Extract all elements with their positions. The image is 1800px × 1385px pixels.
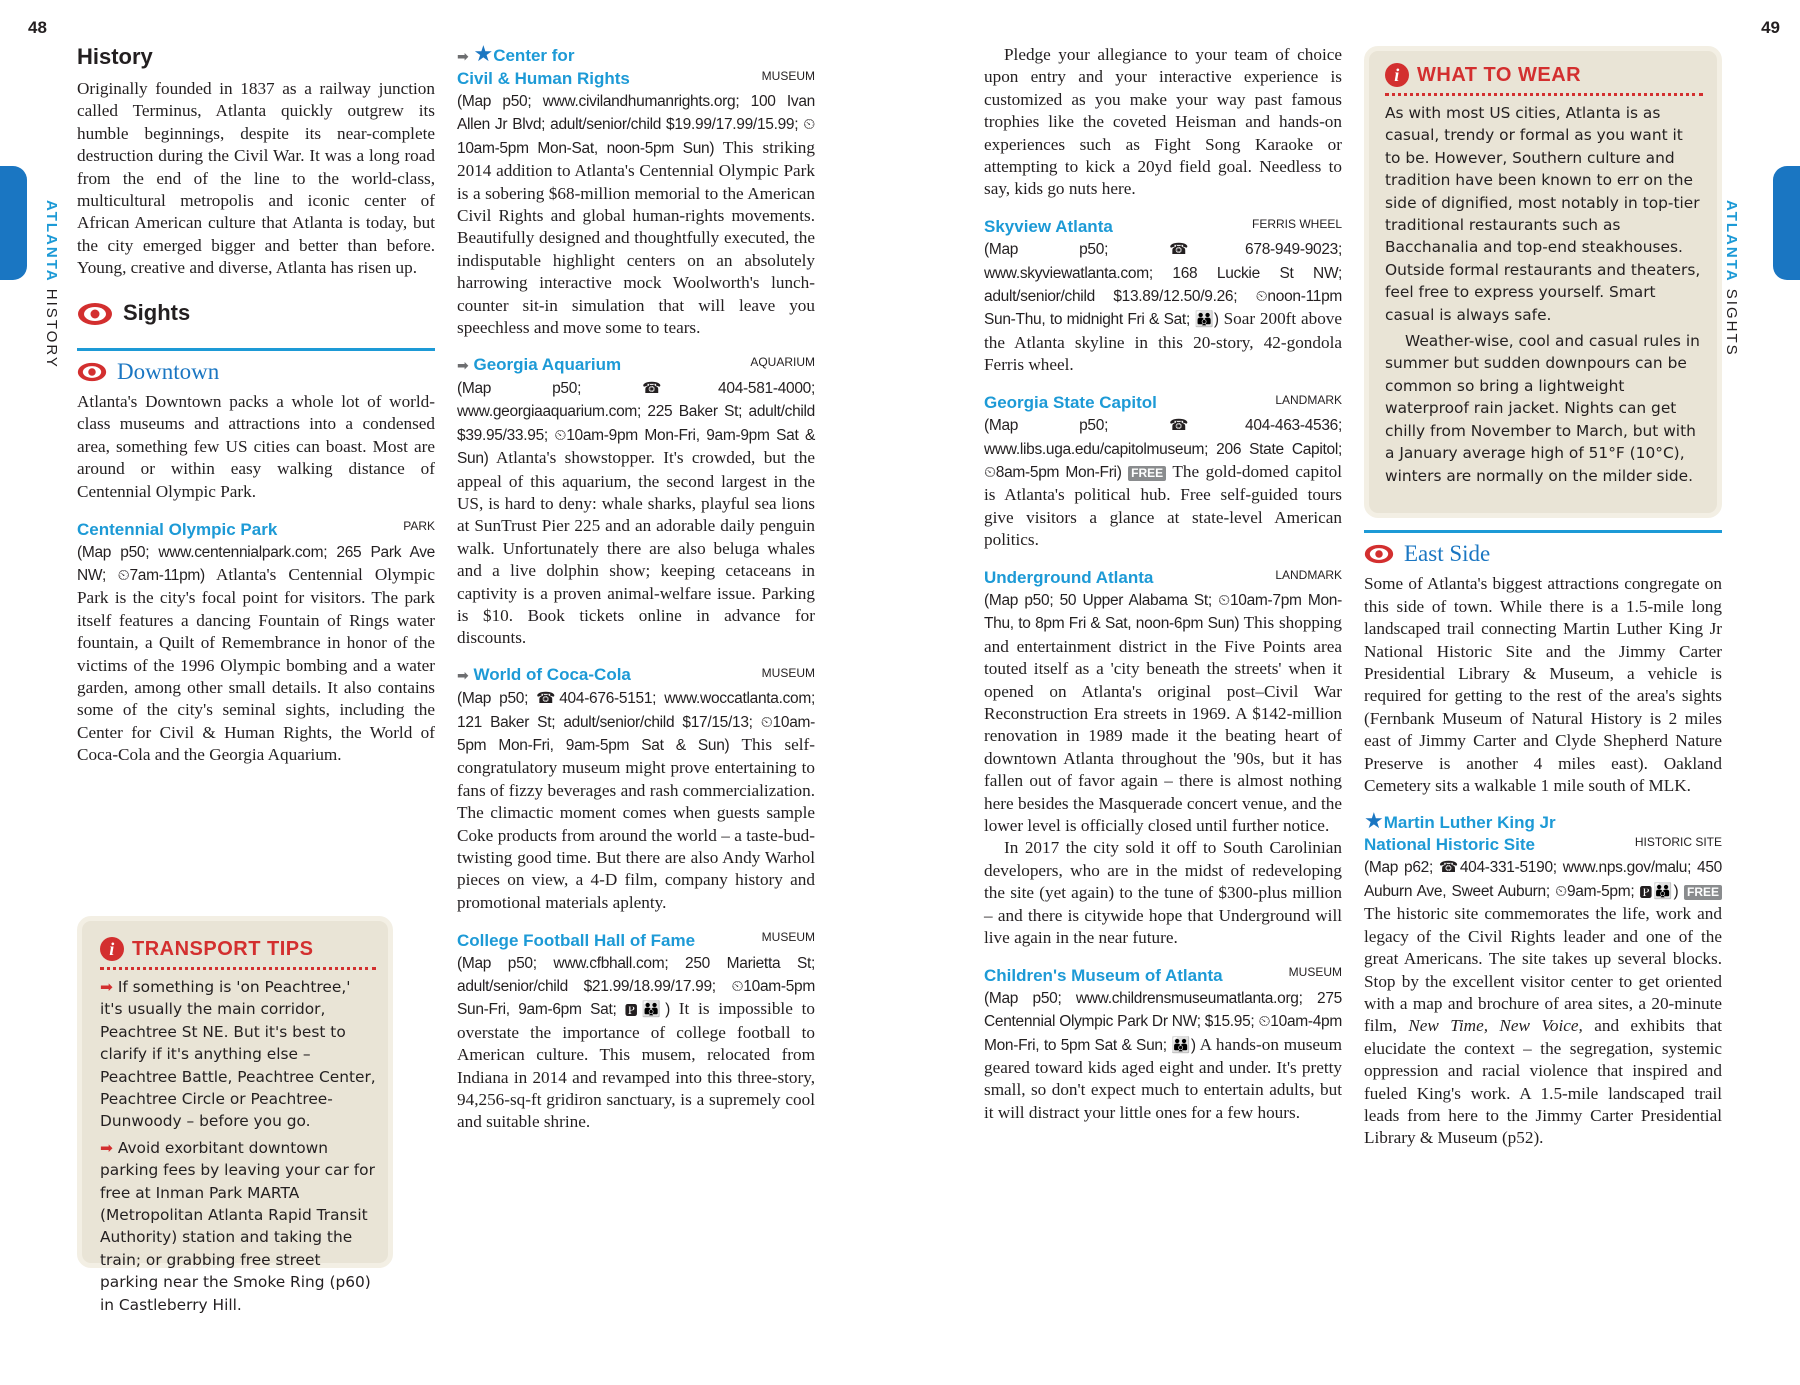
arrow-icon: ➡ [100, 1138, 113, 1157]
page-number-right: 49 [1761, 18, 1780, 37]
entry-title: Skyview Atlanta [984, 217, 1113, 237]
info-icon: i [100, 937, 124, 961]
sights-heading: Sights [77, 302, 435, 326]
entry-type: LANDMARK [1275, 392, 1342, 407]
running-head-left: ATLANTA HISTORY [43, 200, 60, 369]
column-4 [1364, 530, 1722, 1150]
entry-type: HISTORIC SITE [1634, 835, 1722, 850]
entry-centennial-header [77, 515, 435, 540]
section-tab-right [1773, 166, 1800, 280]
transport-tips-heading: i TRANSPORT TIPS [100, 937, 376, 970]
entry-capitol-body: (Map p50; ☎404-463-4536; www.libs.uga.edu/capitolmuseum; 206 State Capitol; ⏲8am-5pm Mon-Fri) FREE The gold-domed capitol is Atlanta's political hub. Free self-guided tours give visitors a glance at state-level American politics. [984, 417, 1342, 550]
entry-skyview-header [984, 213, 1342, 238]
entry-football-continued: Pledge your allegiance to your team of choice upon entry and your interactive experience is customized as you make your way past famous trophies like the coveted Heisman and hands-on experiences such as Fight Song Karaoke or attempting to kick a 20yd field goal. Needless to say, kids go nuts here. [984, 45, 1342, 199]
entry-type: AQUARIUM [750, 355, 815, 370]
section-tab-left [0, 166, 27, 280]
entry-civil-rights-header [457, 44, 815, 90]
eye-icon [77, 302, 113, 326]
entry-title: ★Martin Luther King Jr National Historic Site [1364, 809, 1556, 855]
entry-type: PARK [403, 519, 435, 534]
entry-title: Centennial Olympic Park [77, 519, 278, 539]
entry-football-header [457, 926, 815, 951]
entry-civil-rights-body: (Map p50; www.civilandhumanrights.org; 100 Ivan Allen Jr Blvd; adult/senior/child $19.99/17.99/15.99; ⏲10am-5pm Mon-Sat, noon-5pm Sun) This striking 2014 addition to Atlanta's Centennial Olympic Park is a sobering $68-million memorial to the American Civil Rights and global human-rights movements. Beautifully designed and thoughtfully executed, the indisputable highlight centers on an absolutely harrowing interactive mock Woolworth's lunch-counter sit-in simulation that will leave you speechless and move some to tears. [457, 93, 815, 338]
star-icon: ★ [1364, 809, 1384, 835]
entry-cocacola-header [457, 662, 815, 687]
arrow-icon: ➡ [457, 49, 469, 65]
entry-title: ➡ World of Coca-Cola [457, 665, 631, 685]
running-head-right: ATLANTA SIGHTS [1723, 200, 1740, 357]
downtown-text: Atlanta's Downtown packs a whole lot of world-class museums and attractions into a condensed area, something few US cities can boast. Most are around or within easy walking distance of Centennial Olympic Park. [77, 392, 435, 501]
entry-type: MUSEUM [761, 930, 815, 945]
entry-capitol-header [984, 389, 1342, 414]
entry-title: Underground Atlanta [984, 567, 1154, 587]
free-badge: FREE [1684, 885, 1722, 900]
column-1 [77, 44, 435, 767]
info-icon: i [1385, 63, 1409, 87]
transport-tip-2: ➡ Avoid exorbitant downtown parking fees by leaving your car for free at Inman Park MARTA (Metropolitan Atlanta Rapid Transit Authority) station and taking the train; or grabbing free street parking near the Smoke Ring (p60) in Castleberry Hill. [100, 1138, 375, 1314]
what-to-wear-heading: i WHAT TO WEAR [1385, 63, 1703, 96]
east-side-text: Some of Atlanta's biggest attractions congregate on this side of town. While there is a 1.5-mile long landscaped trail connecting Martin Luther King Jr National Historic Site and the Jimmy Carter Presidential Library & Museum, a vehicle is required for getting to the rest of the area's sights (Fernbank Museum of Natural History is 2 miles east of Jimmy Carter and Clyde Shepherd Nature Preserve is another 4 miles east). Oakland Cemetery sits a walkable 1 mile south of MLK. [1364, 574, 1722, 796]
entry-underground-continued: In 2017 the city sold it off to South Carolinian developers, who are in the midst of redeveloping the site (yet again) to the tune of $300-plus million – and there is citywide hope that Underground will live again in the near future. [984, 838, 1342, 948]
entry-aquarium-body: (Map p50; ☎404-581-4000; www.georgiaaquarium.com; 225 Baker St; adult/child $39.95/33.95; ⏲10am-9pm Mon-Fri, 9am-9pm Sat & Sun) Atlanta's showstopper. It's crowded, but the appeal of this aquarium, the second largest in the US, is hard to deny: whale sharks, playful sea lions at SunTrust Pier 225 and an adorable daily penguin walk. Unfortunately there are also beluga whales and a live dolphin show; keeping cetaceans in captivity is a proven animal-welfare issue. Parking is $10. Book tickets online in advance for discounts. [457, 379, 815, 648]
entry-centennial-body: (Map p50; www.centennialpark.com; 265 Park Ave NW; ⏲7am-11pm) Atlanta's Centennial Olympic Park is the city's focal point for visitors. The park itself features a dancing Fountain of Rings water fountain, a Quilt of Remembrance in honor of the victims of the 1996 Olympic bombing and a water garden, among other small details. It also contains some of the city's seminal sights, including the Center for Civil & Human Rights, the World of Coca-Cola and the Georgia Aquarium. [77, 543, 435, 765]
entry-mlk-header [1364, 811, 1722, 856]
column-2 [457, 44, 815, 1134]
eye-icon [77, 362, 107, 382]
column-3 [984, 44, 1342, 1124]
east-side-heading: East Side [1364, 530, 1722, 565]
star-icon: ★ [473, 42, 494, 67]
entry-football-body: (Map p50; www.cfbhall.com; 250 Marietta St; adult/senior/child $21.99/18.99/17.99; ⏲10am-5pm Sun-Fri, 9am-6pm Sat; 🅿👪) It is impossible to overstate the importance of college football to American culture. This musem, relocated from Indiana in 2014 and revamped into this three-story, 94,256-sq-ft gridiron sanctuary, is a supremely cool and suitable shrine. [457, 954, 815, 1132]
entry-skyview-body: (Map p50; ☎678-949-9023; www.skyviewatlanta.com; 168 Luckie St NW; adult/senior/child $13.89/12.50/9.26; ⏲noon-11pm Sun-Thu, to midnight Fri & Sat; 👪) Soar 200ft above the Atlanta skyline in this 20-story, 42-gondola Ferris wheel. [984, 241, 1343, 375]
entry-type: FERRIS WHEEL [1251, 216, 1342, 231]
entry-underground-header [984, 564, 1342, 589]
arrow-icon: ➡ [457, 668, 469, 685]
arrow-icon: ➡ [457, 357, 469, 374]
what-to-wear-p2: Weather-wise, cool and casual rules in summer but sudden downpours can be common so bring a lightweight waterproof rain jacket. Nights can get chilly from November to March, but with a January average high of 51°F (10°C), winters are normally on the milder side. [1385, 332, 1700, 485]
entry-type: MUSEUM [761, 665, 815, 680]
entry-title: College Football Hall of Fame [457, 930, 696, 950]
downtown-heading: Downtown [77, 348, 435, 383]
eye-icon [1364, 544, 1394, 564]
entry-childrens-header [984, 961, 1342, 986]
free-badge: FREE [1128, 466, 1166, 481]
entry-title: Georgia State Capitol [984, 393, 1157, 413]
what-to-wear-p1: As with most US cities, Atlanta is as casual, trendy or formal as you want it to be. However, Southern culture and tradition have been known to err on the side of dignified, most notably in top-tier traditional restaurants such as Bacchanalia and top-end steakhouses. Outside formal restaurants and theaters, feel free to express yourself. Smart casual is always safe. [1385, 104, 1701, 324]
transport-tips-box [77, 916, 393, 1314]
history-heading: History [77, 44, 153, 69]
entry-childrens-body: (Map p50; www.childrensmuseumatlanta.org; 275 Centennial Olympic Park Dr NW; $15.95; ⏲10am-4pm Mon-Fri, to 5pm Sat & Sun; 👪) A hands-on museum geared toward kids aged eight and under. It's pretty small, so don't expect much to entertain adults, but it will distract your little ones for a few hours. [984, 989, 1342, 1122]
entry-aquarium-header [457, 351, 815, 376]
what-to-wear-box [1364, 46, 1722, 518]
arrow-icon: ➡ [100, 978, 113, 996]
page-number-left: 48 [28, 18, 47, 37]
entry-title: ➡ Georgia Aquarium [457, 354, 622, 374]
entry-type: MUSEUM [1288, 965, 1342, 980]
entry-title: ➡ ★Center for Civil & Human Rights [457, 42, 630, 88]
history-text: Originally founded in 1837 as a railway junction called Terminus, Atlanta quickly outgrew its humble beginnings, despite its near-complete destruction during the Civil War. It was a long road from the end of the line to the world-class, multicultural metropolis and iconic center of African American culture that Atlanta is today, but the city emerged bigger and better than before. Young, creative and diverse, Atlanta has risen up. [77, 79, 435, 278]
entry-title: Children's Museum of Atlanta [984, 965, 1223, 985]
entry-mlk-body: (Map p62; ☎404-331-5190; www.nps.gov/malu; 450 Auburn Ave, Sweet Auburn; ⏲9am-5pm; 🅿👪) FREE The historic site commemorates the life, work and legacy of the Civil Rights leader and one of the great Americans. The site takes up several blocks. Stop by the excellent visitor center to get oriented with a map and brochure of area sites, a 20-minute film, New Time, New Voice, and exhibits that elucidate the context – the segregation, systemic oppression and racial violence that inspired and fueled King's work. A 1.5-mile landscaped trail leads from here to the Jimmy Carter Presidential Library & Museum (p52). [1364, 859, 1723, 1148]
transport-tip-1: ➡ If something is 'on Peachtree,' it's usually the main corridor, Peachtree St NE. But it's best to clarify if it's anything else – Peachtree Battle, Peachtree Center, Peachtree Circle or Peachtree-Dunwoody – before you go. [100, 978, 376, 1131]
entry-type: LANDMARK [1275, 567, 1342, 582]
entry-underground-body: (Map p50; 50 Upper Alabama St; ⏲10am-7pm Mon-Thu, to 8pm Fri & Sat, noon-6pm Sun) This shopping and entertainment district in the Five Points area touted itself as a 'city beneath the streets' when it opened on Atlanta's original post–Civil War Reconstruction Era streets in 1969. A $142-million renovation in 1989 made it the beating heart of downtown Atlanta throughout the '90s, but it has fallen out of favor again – there is almost nothing here besides the Masquerade concert venue, and the lower level is officially closed until further notice. [984, 591, 1342, 835]
entry-type: MUSEUM [761, 68, 815, 83]
entry-cocacola-body: (Map p50; ☎404-676-5151; www.woccatlanta.com; 121 Baker St; adult/senior/child $17/15/13; ⏲10am-5pm Mon-Fri, 9am-5pm Sat & Sun) This self-congratulatory museum might prove entertaining to fans of fizzy beverages and rash commercialization. The climactic moment comes when guests sample Coke products from around the world – a taste-bud-twisting good time. But there are also Andy Warhol pieces on view, a 4-D film, company history and promotional materials aplenty. [457, 690, 815, 912]
